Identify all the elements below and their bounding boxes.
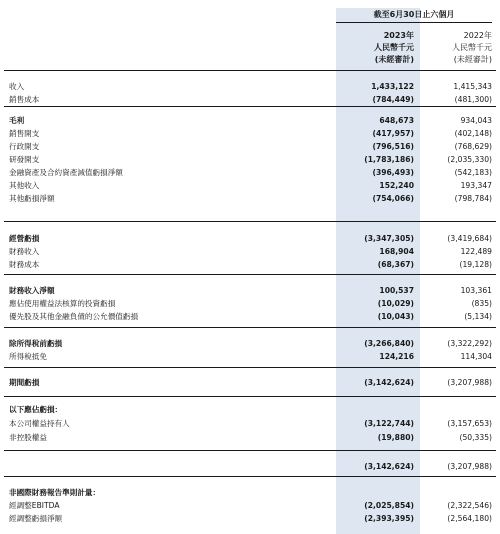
section-rule [4, 221, 496, 222]
value-2022: (402,148) [454, 129, 492, 138]
row-label: 行政開支 [9, 142, 40, 151]
section-rule [4, 274, 496, 275]
table-row [0, 512, 500, 525]
table-row [0, 232, 500, 245]
value-2023: 168,904 [379, 247, 414, 256]
row-label: 收入 [9, 82, 25, 91]
section-rule [4, 450, 496, 451]
value-2022: (3,322,292) [447, 339, 492, 348]
table-row [0, 297, 500, 310]
table-row [0, 80, 500, 93]
value-2023: (3,142,624) [364, 462, 414, 471]
value-2023: (10,043) [377, 312, 414, 321]
value-2023: (1,783,186) [364, 155, 414, 164]
value-2022: (5,134) [464, 312, 492, 321]
table-row [0, 486, 500, 499]
value-2023: 124,216 [379, 352, 414, 361]
value-2023: (417,957) [372, 129, 414, 138]
value-2023: (396,493) [372, 168, 414, 177]
value-2023: 100,537 [379, 286, 414, 295]
col-2023-unit: 人民幣千元 [374, 43, 414, 52]
value-2022: (481,300) [454, 95, 492, 104]
value-2023: (68,367) [377, 260, 414, 269]
value-2022: (50,335) [459, 433, 492, 442]
col-2022-year: 2022年 [463, 31, 492, 40]
row-label: 優先股及其他金融負債的公允價值虧損 [9, 312, 139, 321]
row-label: 除所得稅前虧損 [9, 339, 63, 348]
value-2023: (784,449) [372, 95, 414, 104]
table-row [0, 284, 500, 297]
table-row [0, 258, 500, 271]
table-row [0, 350, 500, 363]
table-row [0, 431, 500, 444]
value-2023: (796,516) [372, 142, 414, 151]
row-label: 毛利 [9, 116, 25, 125]
table-row [0, 245, 500, 258]
table-row [0, 337, 500, 350]
value-2022: (3,207,988) [447, 462, 492, 471]
table-row [0, 114, 500, 127]
table-row [0, 127, 500, 140]
value-2022: (2,035,330) [447, 155, 492, 164]
value-2022: (542,183) [454, 168, 492, 177]
section-rule [4, 396, 496, 397]
row-label: 其他虧損淨額 [9, 194, 55, 203]
value-2023: (754,066) [372, 194, 414, 203]
row-label: 財務成本 [9, 260, 40, 269]
section-rule [4, 476, 496, 477]
value-2022: 1,415,343 [453, 82, 492, 91]
value-2023: (2,025,854) [364, 501, 414, 510]
value-2022: 114,304 [460, 352, 492, 361]
col-2023-year: 2023年 [383, 31, 414, 40]
table-row [0, 499, 500, 512]
row-label: 財務收入 [9, 247, 40, 256]
row-label: 其他收入 [9, 181, 40, 190]
value-2022: (2,564,180) [447, 514, 492, 523]
col-2023-note: (未經審計) [374, 55, 414, 64]
row-label: 期間虧損 [9, 378, 40, 387]
table-row [0, 417, 500, 430]
table-row [0, 310, 500, 323]
table-row [0, 376, 500, 389]
row-label: 經營虧損 [9, 234, 40, 243]
value-2023: 648,673 [379, 116, 414, 125]
value-2022: (19,128) [459, 260, 492, 269]
value-2023: (10,029) [377, 299, 414, 308]
value-2023: (3,122,744) [364, 419, 414, 428]
value-2022: 122,489 [460, 247, 492, 256]
col-2022-unit: 人民幣千元 [452, 43, 492, 52]
value-2022: (3,207,988) [447, 378, 492, 387]
row-label: 以下應佔虧損： [9, 405, 63, 414]
col-2022-note: (未經審計) [453, 55, 492, 64]
value-2023: (2,393,395) [364, 514, 414, 523]
value-2022: 193,347 [460, 181, 492, 190]
row-label: 研發開支 [9, 155, 40, 164]
section-rule [4, 327, 496, 328]
value-2022: 934,043 [460, 116, 492, 125]
value-2023: (3,347,305) [364, 234, 414, 243]
value-2022: 103,361 [460, 286, 492, 295]
row-label: 本公司權益持有人 [9, 419, 70, 428]
value-2023: (19,880) [377, 433, 414, 442]
period-header: 截至6月30日止六個月 [373, 10, 455, 19]
table-row [0, 179, 500, 192]
row-label: 所得稅抵免 [9, 352, 47, 361]
table-row [0, 140, 500, 153]
table-row [0, 93, 500, 106]
value-2023: 152,240 [379, 181, 414, 190]
value-2022: (2,322,546) [447, 501, 492, 510]
section-rule [4, 106, 496, 107]
section-rule [4, 367, 496, 368]
value-2022: (3,419,684) [447, 234, 492, 243]
row-label: 銷售開支 [9, 129, 40, 138]
value-2023: 1,433,122 [371, 82, 414, 91]
table-row [0, 460, 500, 473]
table-row [0, 153, 500, 166]
row-label: 經調整EBITDA [9, 501, 60, 510]
period-underline [336, 22, 492, 23]
row-label: 銷售成本 [9, 95, 40, 104]
row-label: 非國際財務報告準則計量： [9, 488, 101, 497]
value-2023: (3,266,840) [364, 339, 414, 348]
row-label: 財務收入淨額 [9, 286, 55, 295]
value-2022: (835) [471, 299, 492, 308]
table-row [0, 192, 500, 205]
header-rule [4, 70, 496, 71]
value-2022: (798,784) [454, 194, 492, 203]
table-row [0, 403, 500, 416]
row-label: 金融資產及合約資產減值虧損淨額 [9, 168, 123, 177]
table-row [0, 166, 500, 179]
row-label: 非控股權益 [9, 433, 47, 442]
value-2022: (3,157,653) [447, 419, 492, 428]
value-2023: (3,142,624) [364, 378, 414, 387]
row-label: 經調整虧損淨額 [9, 514, 63, 523]
row-label: 應佔使用權益法核算的投資虧損 [9, 299, 116, 308]
value-2022: (768,629) [454, 142, 492, 151]
